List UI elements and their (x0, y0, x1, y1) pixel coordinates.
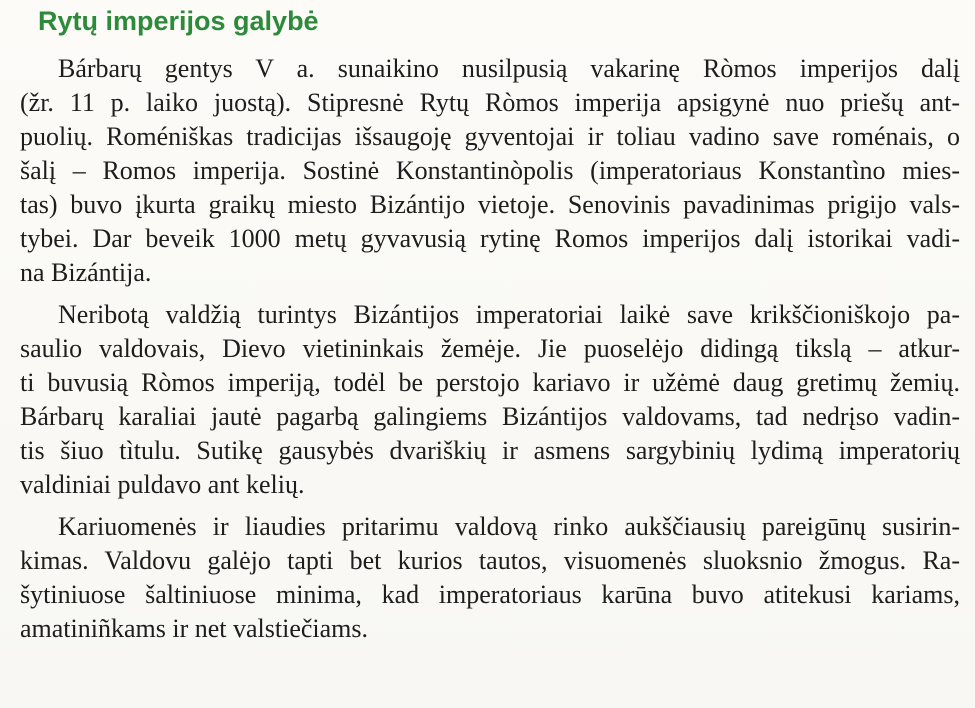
paragraph-2 (20, 298, 960, 502)
text-line: šalį – Romos imperija. Sostinė Konstantinòpolis (imperatoriaus Konstantìno mies- (20, 156, 960, 185)
text-line: na Bizántija. (20, 258, 152, 287)
text-line: tybei. Dar beveik 1000 metų gyvavusią rytinę Romos imperijos dalį istorikai vadi- (20, 224, 960, 253)
text-line: Neribotą valdžią turintys Bizántijos imperatoriai laikė save krikščioniškojo pa- (58, 300, 960, 329)
text-line: šytiniuose šaltiniuose minima, kad imperatoriaus karūna buvo atitekusi kariams, (20, 580, 960, 609)
text-line: saulio valdovais, Dievo vietininkais žemėje. Jie puoselėjo didingą tikslą – atkur- (20, 334, 960, 363)
paragraph-1 (20, 52, 960, 290)
section-title: Rytų imperijos galybė (38, 6, 319, 36)
text-line: tis šiuo tìtulu. Sutikę gausybės dvariškių ir asmens sargybinių lydimą imperatorių (20, 436, 960, 465)
text-line: valdiniai puldavo ant kelių. (20, 470, 305, 499)
body-text (20, 52, 960, 646)
text-line: ti buvusią Ròmos imperiją, todėl be perstojo kariavo ir užėmė daug gretimų žemių. (20, 368, 960, 397)
text-line: tas) buvo įkurta graikų miesto Bizántijo vietoje. Senovinis pavadinimas prigijo vals- (20, 190, 960, 219)
text-line: Bárbarų karaliai jautė pagarbą galingiems Bizántijos valdovams, tad nedrįso vadin- (20, 402, 960, 431)
paragraph-3 (20, 510, 960, 646)
text-line: amatiniñkams ir net valstiečiams. (20, 614, 369, 643)
text-line: (žr. 11 p. laiko juostą). Stipresnė Rytų Ròmos imperija apsigynė nuo priešų ant- (20, 88, 960, 117)
text-line: kimas. Valdovu galėjo tapti bet kurios tautos, visuomenės sluoksnio žmogus. Ra- (20, 546, 960, 575)
text-line: Kariuomenės ir liaudies pritarimu valdovą rinko aukščiausių pareigūnų susirin- (58, 512, 960, 541)
text-line: puolių. Roméniškas tradicijas išsaugoję gyventojai ir toliau vadino save roménais, o (20, 122, 960, 151)
text-line: Bárbarų gentys V a. sunaikino nusilpusią vakarinę Ròmos imperijos dalį (58, 54, 960, 83)
